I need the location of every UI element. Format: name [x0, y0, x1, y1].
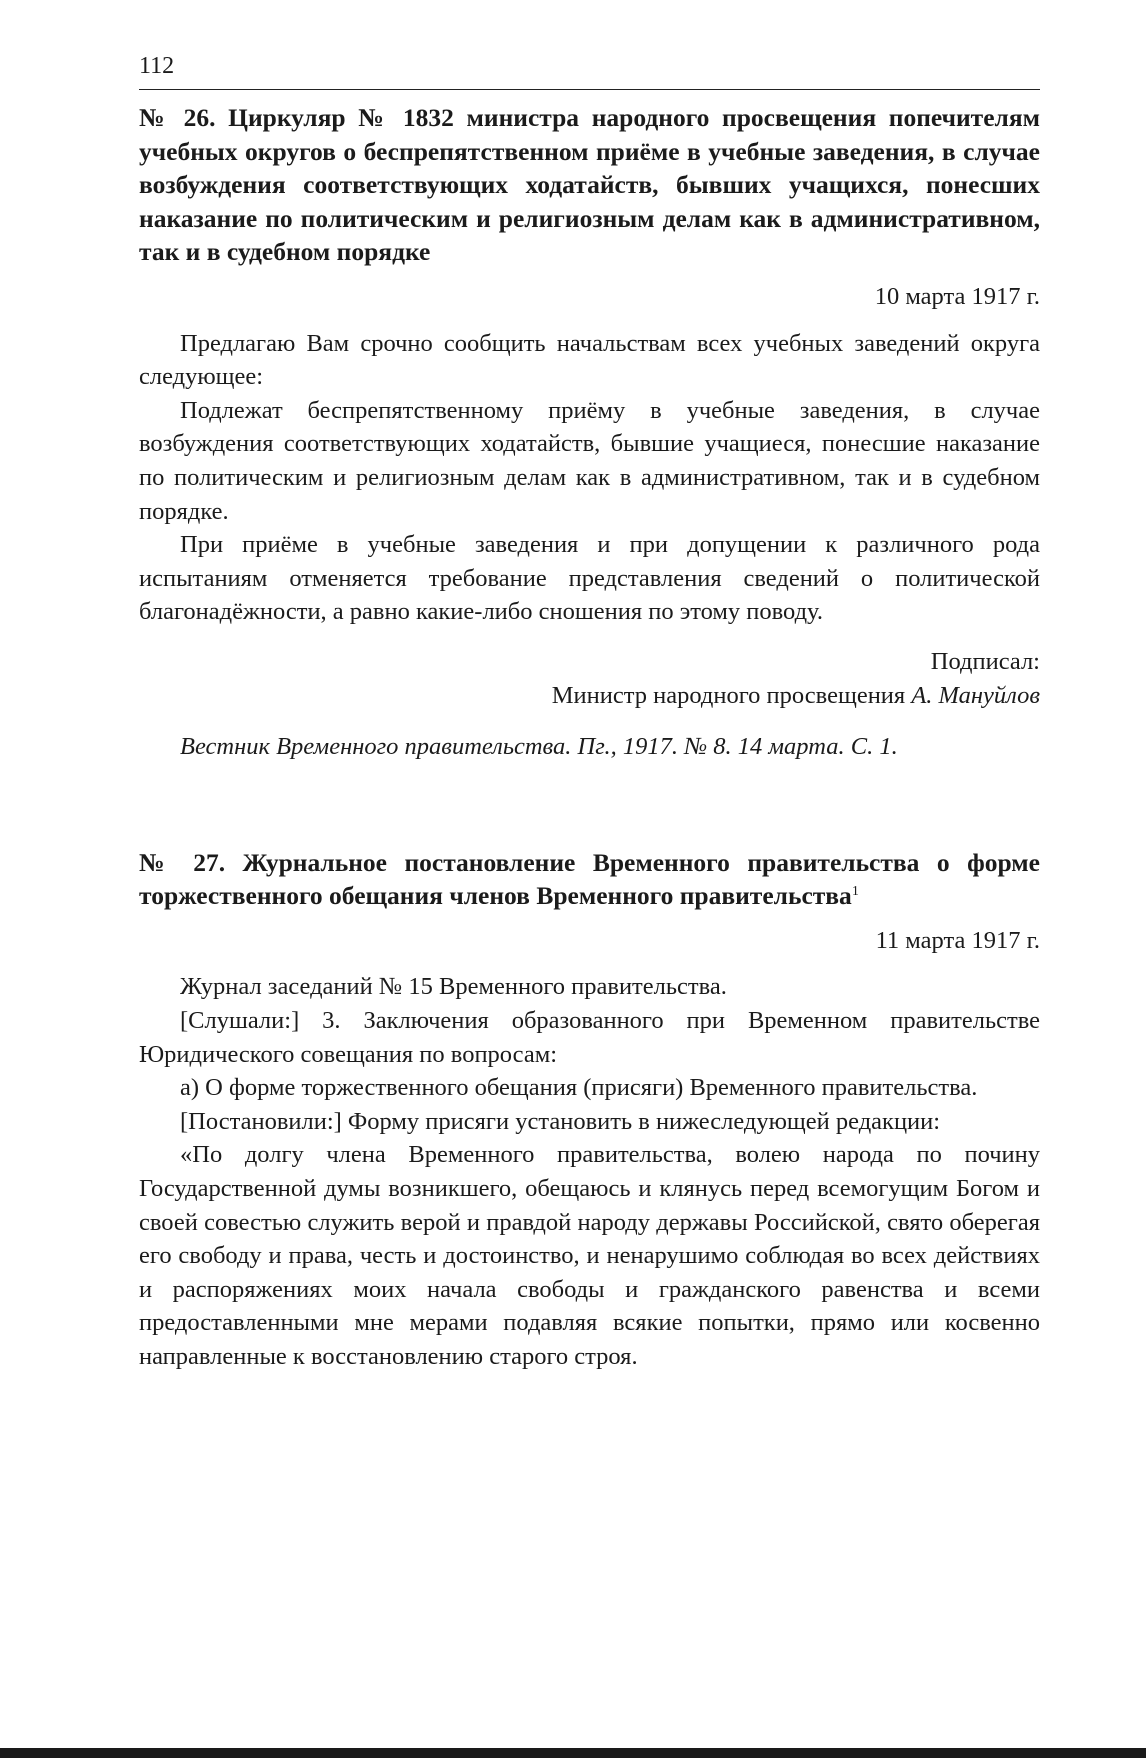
- signature-line: [139, 679, 1040, 713]
- doc26-date: 10 марта 1917 г.: [874, 282, 1040, 310]
- doc26-title: № 26. Циркуляр № 1832 министра народного просвещения попечителям учебных округов о беспрепятственном приёме в учебные заведения, в случае возбуждения соответствующих ходатайств, бывших учащихся, понесших наказание по политическим и религиозным делам как в административном, так и в судебном порядке: [139, 103, 1040, 267]
- doc27-paragraph: Журнал заседаний № 15 Временного правительства.: [180, 973, 727, 1001]
- signature-name: А. Мануйлов: [911, 681, 1040, 709]
- doc27-paragraph: а) О форме торжественного обещания (присяги) Временного правительства.: [180, 1074, 978, 1102]
- footnote-mark: 1: [851, 884, 859, 900]
- doc27-title-text: № 27. Журнальное постановление Временного правительства о форме торжественного обещания членов Временного правительства: [139, 847, 1040, 911]
- doc27-paragraph: [Постановили:] Форму присяги установить в нижеследующей редакции:: [180, 1107, 941, 1135]
- doc26-paragraph: При приёме в учебные заведения и при допущении к различного рода испытаниям отменяется требование представления сведений о политической благонадёжности, а равно какие-либо сношения по этому поводу.: [139, 531, 1040, 626]
- doc27-body: [139, 970, 1040, 1373]
- doc27-paragraph: [Слушали:] 3. Заключения образованного при Временном правительстве Юридического совещания по вопросам:: [139, 1007, 1040, 1068]
- doc26-body: [139, 327, 1040, 629]
- document-27: [139, 846, 1040, 1374]
- doc27-date: 11 марта 1917 г.: [875, 926, 1040, 954]
- signature-label: Подписал:: [930, 647, 1040, 675]
- doc27-paragraph: «По долгу члена Временного правительства, волею народа по почину Государственной думы возникшего, обещаюсь и клянусь перед всемогущим Богом и своей совестью служить верой и правдой народу державы Российской, свято оберегая его свободу и права, честь и достоинство, и ненарушимо соблюдая во всех действиях и распоряжениях моих начала свободы и гражданского равенства и всеми предоставленными мне мерами подавляя всякие попытки, прямо или косвенно направленные к восстановлению старого строя.: [139, 1141, 1040, 1370]
- signature-position: Министр народного просвещения: [551, 681, 906, 709]
- header-rule: [139, 89, 1040, 90]
- doc26-paragraph: Предлагаю Вам срочно сообщить начальствам всех учебных заведений округа следующее:: [139, 329, 1040, 391]
- document-26: [139, 101, 1040, 764]
- page-content: [139, 101, 1040, 1374]
- scan-bottom-border: [0, 1748, 1146, 1758]
- doc27-title: [139, 846, 1040, 913]
- page-number: 112: [139, 53, 175, 79]
- doc26-source: Вестник Временного правительства. Пг., 1917. № 8. 14 марта. С. 1.: [180, 733, 898, 761]
- doc26-paragraph: Подлежат беспрепятственному приёму в учебные заведения, в случае возбуждения соответствующих ходатайств, бывшие учащиеся, понесшие наказание по политическим и религиозным делам как в административном, так и в судебном порядке.: [139, 396, 1040, 525]
- doc26-signature: [139, 645, 1040, 712]
